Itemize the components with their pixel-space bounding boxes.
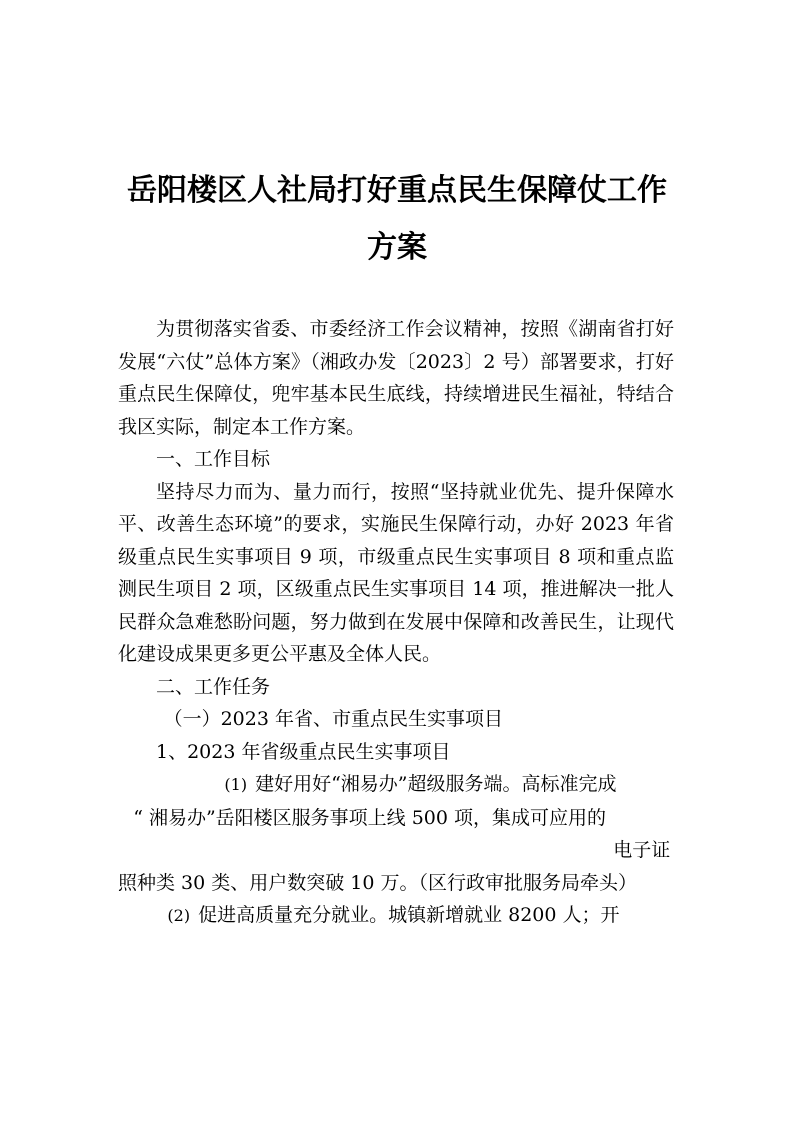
section2-heading: 二、工作任务	[156, 675, 271, 698]
item2-line	[118, 899, 674, 933]
item1-line4: 照种类 30 类、用户数突破 10 万。（区行政审批服务局牵头）	[118, 871, 638, 894]
item2-number: (2)	[167, 906, 191, 925]
item1-line3: 电子证	[613, 839, 671, 861]
document-title-line2: 方案	[367, 230, 427, 265]
section1-paragraph: 坚持尽力而为、量力而行，按照“坚持就业优先、提升保障水平、改善生态环境”的要求，实施民生保障行动，办好 2023 年省级重点民生实事项目 9 项，市级重点民生实事项目 8 项和重点监测民生项目 2 项，区级重点民生实事项目 14 项，推进解决一批人民群众急难愁盼问题，努力做到在发展中保障和改善民生，让现代化建设成果更多更公平惠及全体人民。	[118, 480, 674, 665]
subsubsection1-heading: 1、2023 年省级重点民生实事项目	[156, 740, 451, 763]
item1-line2: “ 湘易办”岳阳楼区服务事项上线 500 项，集成可应用的	[133, 806, 606, 829]
item1-number: (1)	[224, 775, 248, 794]
document-body	[118, 313, 674, 933]
subsection1-heading: （一）2023 年省、市重点民生实事项目	[163, 708, 503, 730]
item1-line1	[118, 768, 674, 802]
item1-text-line1: 建好用好“湘易办”超级服务端。高标准完成	[255, 773, 617, 795]
item1-block	[118, 768, 674, 899]
document-title-line1: 岳阳楼区人社局打好重点民生保障仗工作	[127, 173, 667, 208]
item2-text: 促进高质量充分就业。城镇新增就业 8200 人；开	[198, 904, 620, 926]
section1-heading: 一、工作目标	[156, 448, 271, 470]
intro-paragraph: 为贯彻落实省委、市委经济工作会议精神，按照《湖南省打好发展“六仗”总体方案》（湘政办发〔2023〕2 号）部署要求，打好重点民生保障仗，兜牢基本民生底线，持续增进民生福祉，特结合我区实际，制定本工作方案。	[118, 318, 674, 438]
